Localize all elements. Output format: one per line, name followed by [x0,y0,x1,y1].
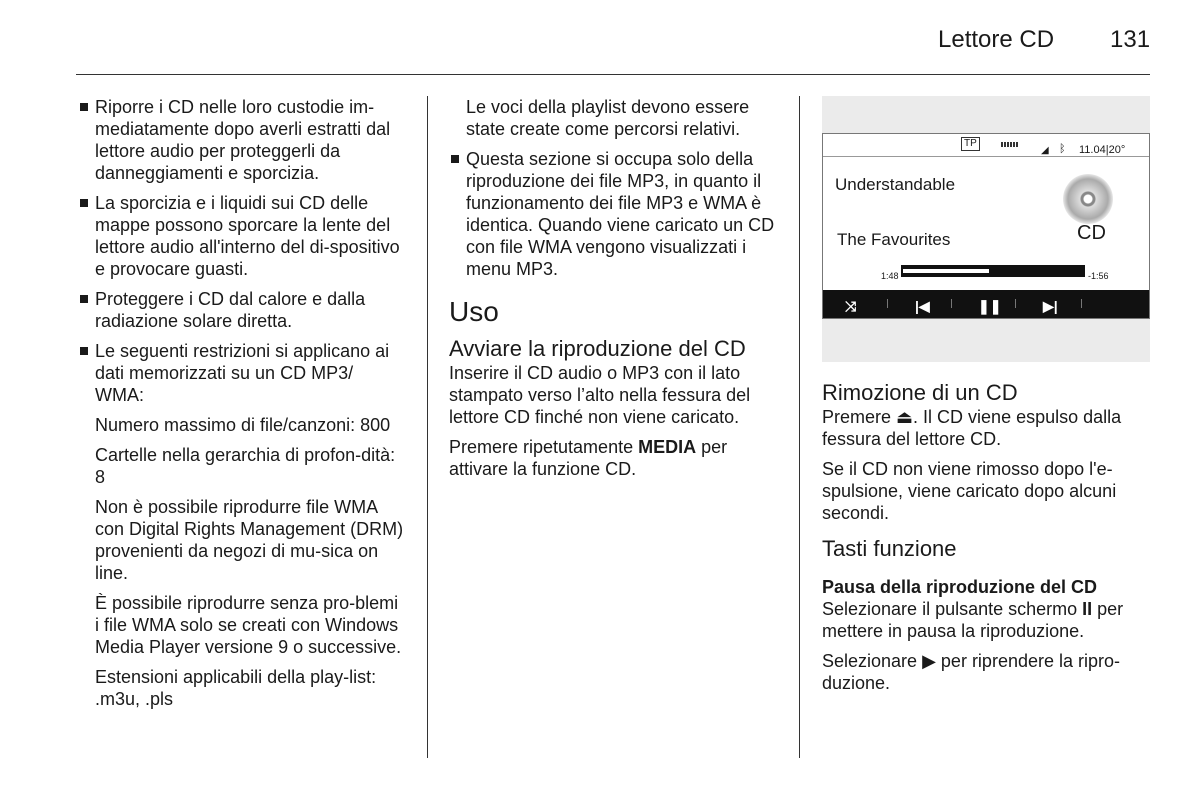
section-heading-uso: Uso [449,296,499,327]
pause-icon[interactable]: ❚❚ [978,298,1002,314]
restriction-item: È possibile riprodurre senza pro-blemi i file WMA solo se creati con Windows Media Player versione 9 o successive. [95,593,402,657]
text: Premere [822,407,897,427]
separator [887,299,888,308]
paragraph: Se il CD non viene rimosso dopo l'e-spulsione, viene caricato dopo alcuni secondi. [822,459,1117,523]
separator [951,299,952,308]
text: per mettere in pausa la riproduzione. [822,599,1124,641]
restriction-item: Non è possibile riprodurre file WMA con Digital Rights Management (DRM) provenienti da negozi di mu-sica on line. [95,497,404,583]
clock: 11.04 [1079,144,1106,156]
subheading-rimozione: Rimozione di un CD [822,380,1018,405]
paragraph [449,436,781,480]
text: Selezionare il pulsante schermo [822,599,1083,619]
next-track-icon[interactable]: ▶| [1043,298,1058,314]
play-icon: ▶ [922,651,936,671]
previous-track-icon[interactable]: |◀ [915,298,930,314]
temperature: 20° [1108,144,1126,156]
paragraph [822,650,1152,694]
paragraph: Inserire il CD audio o MP3 con il lato stampato verso l’alto nella fessura del lettore CD finché non viene caricato. [449,363,751,427]
progress-bar[interactable] [901,265,1085,277]
separator [1015,299,1016,308]
text: per attivare la funzione CD. [449,437,728,479]
bullet-item: Riporre i CD nelle loro custodie im-mediatamente dopo averli estratti dal lettore audio per proteggerli da danneggiamenti e sporcizia. [78,96,406,184]
column-2 [449,96,781,488]
phone-signal-icon: ◢ [1041,145,1049,156]
bullet-item: Proteggere i CD dal calore e dalla radiazione solare diretta. [78,288,406,332]
progress-fill [903,269,989,273]
paragraph [822,406,1152,450]
restriction-item: Cartelle nella gerarchia di profon-dità: 8 [95,445,396,487]
bullet-item: La sporcizia e i liquidi sui CD delle mappe possono sporcare la lente del lettore audio all'interno del di-spositivo e provocare guasti. [78,192,406,280]
page-number: 131 [1110,26,1151,53]
source-label: CD [1077,222,1106,244]
subheading-pausa: Pausa della riproduzione del CD [822,577,1098,597]
shuffle-icon[interactable]: ⤨ [845,298,857,314]
text: . Il CD viene espulso dalla fessura del lettore CD. [822,407,1122,449]
column-divider [427,96,428,758]
remaining-time: -1:56 [1088,271,1109,281]
restriction-item: Estensioni applicabili della play-list: .m3u, .pls [95,667,377,709]
text: Premere ripetutamente [449,437,639,457]
eject-icon: ⏏ [896,407,914,427]
disc-icon [1063,174,1113,224]
elapsed-time: 1:48 [881,271,899,281]
column-1 [78,96,406,718]
separator [1081,299,1082,308]
signal-bars-icon [1001,142,1019,147]
text: Selezionare [822,651,923,671]
screen [822,133,1150,319]
control-bar [823,290,1149,318]
tp-indicator: TP [961,137,980,151]
subheading-avviare: Avviare la riproduzione del CD [449,336,746,361]
column-divider [799,96,800,758]
header-title: Lettore CD [938,26,1055,53]
cd-screen-illustration [822,96,1150,362]
paragraph [822,598,1152,642]
album-title: The Favourites [837,230,951,249]
track-title: Understandable [835,175,956,194]
status-bar [823,134,1149,157]
bullet-item: Questa sezione si occupa solo della riproduzione dei file MP3, in quanto il funzionamento dei file MP3 e WMA è identica. Quando viene caricato un CD con file WMA vengono visualizzati i menu MP3. [449,148,781,280]
temp-separator-icon: | [1105,144,1109,156]
header-rule [76,74,1150,75]
continued-text: Le voci della playlist devono essere state create come percorsi relativi. [466,97,750,139]
text: per riprendere la ripro-duzione. [822,651,1120,693]
bluetooth-icon: ᛒ [1059,143,1066,155]
subheading-tasti: Tasti funzione [822,536,957,561]
column-3 [822,96,1152,702]
clock-temp [1079,139,1125,161]
media-key-label: MEDIA [638,437,697,457]
bullet-item: Le seguenti restrizioni si applicano ai dati memorizzati su un CD MP3/ WMA: [78,340,406,406]
restriction-item: Numero massimo di file/canzoni: 800 [95,415,391,435]
pause-symbol-icon: II [1082,599,1093,619]
